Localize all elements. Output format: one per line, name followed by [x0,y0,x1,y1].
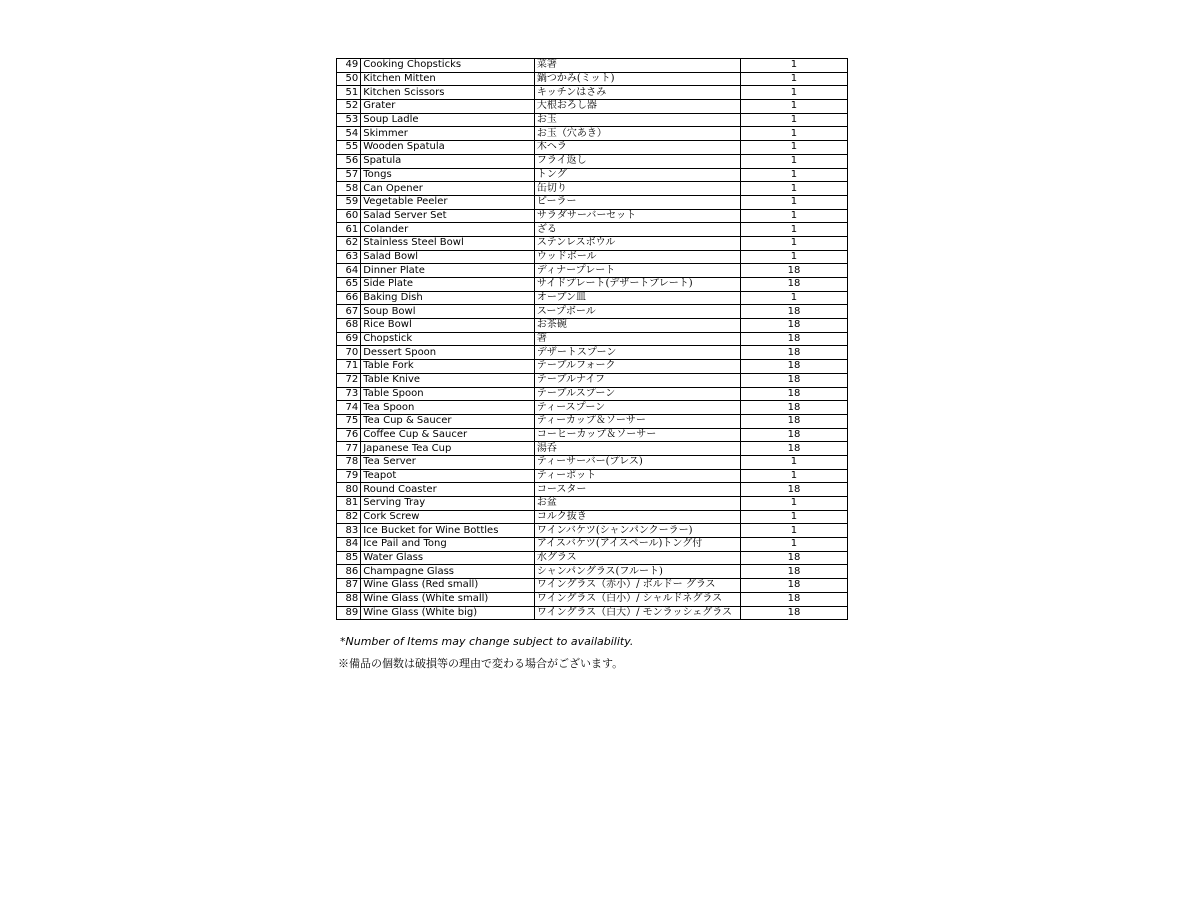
item-name-japanese-cell: ワイングラス（白小）/ シャルドネグラス [534,592,740,606]
item-quantity-cell: 18 [740,442,847,456]
item-number-cell: 59 [337,195,361,209]
item-name-japanese-cell: テーブルナイフ [534,373,740,387]
item-quantity-cell: 1 [740,127,847,141]
item-name-japanese-cell: 大根おろし器 [534,100,740,114]
table-row [337,264,848,278]
item-name-english-cell: Salad Bowl [361,250,535,264]
table-row [337,565,848,579]
item-name-japanese-cell: お茶碗 [534,319,740,333]
item-name-english-cell: Table Knive [361,373,535,387]
item-number-cell: 68 [337,319,361,333]
item-name-japanese-cell: 水グラス [534,551,740,565]
item-name-japanese-cell: アイスバケツ(アイスペール)トング付 [534,538,740,552]
item-name-english-cell: Spatula [361,154,535,168]
table-row [337,551,848,565]
item-quantity-cell: 1 [740,195,847,209]
table-row [337,100,848,114]
item-quantity-cell: 1 [740,469,847,483]
item-number-cell: 57 [337,168,361,182]
item-name-english-cell: Wine Glass (White small) [361,592,535,606]
item-quantity-cell: 18 [740,387,847,401]
table-row [337,428,848,442]
item-name-japanese-cell: テーブルスプーン [534,387,740,401]
item-name-japanese-cell: お玉（穴あき） [534,127,740,141]
item-quantity-cell: 1 [740,538,847,552]
table-row [337,319,848,333]
item-name-japanese-cell: フライ返し [534,154,740,168]
item-number-cell: 61 [337,223,361,237]
table-row [337,332,848,346]
table-row [337,483,848,497]
item-name-english-cell: Cooking Chopsticks [361,59,535,73]
item-name-japanese-cell: ティーポット [534,469,740,483]
item-number-cell: 84 [337,538,361,552]
item-number-cell: 80 [337,483,361,497]
item-number-cell: 77 [337,442,361,456]
item-quantity-cell: 18 [740,373,847,387]
item-name-english-cell: Serving Tray [361,497,535,511]
item-name-japanese-cell: 缶切り [534,182,740,196]
item-name-english-cell: Kitchen Scissors [361,86,535,100]
item-number-cell: 53 [337,113,361,127]
table-row [337,127,848,141]
item-quantity-cell: 1 [740,100,847,114]
item-name-japanese-cell: オーブン皿 [534,291,740,305]
item-name-english-cell: Grater [361,100,535,114]
item-number-cell: 73 [337,387,361,401]
table-row [337,59,848,73]
item-name-japanese-cell: お玉 [534,113,740,127]
item-quantity-cell: 18 [740,414,847,428]
item-quantity-cell: 18 [740,305,847,319]
item-name-japanese-cell: コーヒーカップ＆ソーサー [534,428,740,442]
item-quantity-cell: 1 [740,291,847,305]
item-number-cell: 67 [337,305,361,319]
table-row [337,455,848,469]
item-name-japanese-cell: 木ヘラ [534,141,740,155]
item-name-japanese-cell: 湯呑 [534,442,740,456]
availability-note-japanese: ※備品の個数は破損等の理由で変わる場合がございます。 [338,657,624,670]
item-name-japanese-cell: サイドプレート(デザートプレート) [534,278,740,292]
item-quantity-cell: 18 [740,579,847,593]
item-name-japanese-cell: キッチンはさみ [534,86,740,100]
item-number-cell: 89 [337,606,361,620]
item-name-japanese-cell: ディナープレート [534,264,740,278]
item-name-english-cell: Cork Screw [361,510,535,524]
table-row [337,469,848,483]
table-row [337,538,848,552]
table-row [337,360,848,374]
item-name-japanese-cell: デザートスプーン [534,346,740,360]
item-number-cell: 49 [337,59,361,73]
item-name-english-cell: Dinner Plate [361,264,535,278]
table-row [337,154,848,168]
table-row [337,510,848,524]
item-name-english-cell: Japanese Tea Cup [361,442,535,456]
item-name-japanese-cell: 鍋つかみ(ミット) [534,72,740,86]
item-quantity-cell: 1 [740,59,847,73]
item-quantity-cell: 18 [740,592,847,606]
table-row [337,524,848,538]
item-quantity-cell: 18 [740,401,847,415]
item-name-english-cell: Round Coaster [361,483,535,497]
item-name-japanese-cell: ざる [534,223,740,237]
item-number-cell: 81 [337,497,361,511]
item-name-japanese-cell: ピーラー [534,195,740,209]
item-name-japanese-cell: コースター [534,483,740,497]
item-number-cell: 78 [337,455,361,469]
item-quantity-cell: 18 [740,332,847,346]
item-quantity-cell: 1 [740,182,847,196]
item-number-cell: 75 [337,414,361,428]
item-number-cell: 58 [337,182,361,196]
inventory-table-body [337,59,848,620]
table-row [337,497,848,511]
item-number-cell: 52 [337,100,361,114]
item-name-english-cell: Tongs [361,168,535,182]
table-row [337,236,848,250]
item-name-japanese-cell: 菜箸 [534,59,740,73]
item-name-japanese-cell: お盆 [534,497,740,511]
item-name-english-cell: Teapot [361,469,535,483]
table-row [337,305,848,319]
table-row [337,209,848,223]
item-name-english-cell: Rice Bowl [361,319,535,333]
item-quantity-cell: 1 [740,497,847,511]
item-quantity-cell: 18 [740,565,847,579]
item-name-japanese-cell: シャンパングラス(フルート) [534,565,740,579]
item-name-japanese-cell: サラダサーバーセット [534,209,740,223]
item-number-cell: 64 [337,264,361,278]
table-row [337,195,848,209]
item-number-cell: 76 [337,428,361,442]
table-row [337,414,848,428]
table-row [337,346,848,360]
item-name-english-cell: Chopstick [361,332,535,346]
item-name-english-cell: Side Plate [361,278,535,292]
item-name-japanese-cell: ワインバケツ(シャンパンクーラー) [534,524,740,538]
item-name-english-cell: Dessert Spoon [361,346,535,360]
item-quantity-cell: 1 [740,223,847,237]
item-name-english-cell: Wine Glass (White big) [361,606,535,620]
item-name-english-cell: Baking Dish [361,291,535,305]
item-quantity-cell: 1 [740,455,847,469]
item-name-english-cell: Water Glass [361,551,535,565]
item-number-cell: 74 [337,401,361,415]
item-quantity-cell: 1 [740,168,847,182]
table-row [337,168,848,182]
item-name-japanese-cell: ティーサーバー(プレス) [534,455,740,469]
item-name-english-cell: Soup Ladle [361,113,535,127]
item-name-japanese-cell: ワイングラス（赤小）/ ボルドー グラス [534,579,740,593]
table-row [337,442,848,456]
table-row [337,113,848,127]
item-quantity-cell: 18 [740,278,847,292]
item-name-english-cell: Table Fork [361,360,535,374]
item-quantity-cell: 18 [740,606,847,620]
item-name-english-cell: Skimmer [361,127,535,141]
item-quantity-cell: 18 [740,264,847,278]
item-number-cell: 72 [337,373,361,387]
table-row [337,182,848,196]
item-number-cell: 86 [337,565,361,579]
item-name-japanese-cell: トング [534,168,740,182]
item-name-japanese-cell: テーブルフォーク [534,360,740,374]
item-number-cell: 50 [337,72,361,86]
table-row [337,592,848,606]
item-number-cell: 83 [337,524,361,538]
item-quantity-cell: 18 [740,428,847,442]
table-row [337,223,848,237]
item-quantity-cell: 1 [740,86,847,100]
item-number-cell: 82 [337,510,361,524]
item-quantity-cell: 1 [740,72,847,86]
item-name-japanese-cell: コルク抜き [534,510,740,524]
item-number-cell: 69 [337,332,361,346]
item-number-cell: 55 [337,141,361,155]
item-name-english-cell: Colander [361,223,535,237]
table-row [337,250,848,264]
item-name-japanese-cell: 箸 [534,332,740,346]
item-quantity-cell: 18 [740,483,847,497]
item-name-english-cell: Wooden Spatula [361,141,535,155]
item-quantity-cell: 1 [740,236,847,250]
item-quantity-cell: 18 [740,319,847,333]
item-name-japanese-cell: ティーカップ＆ソーサー [534,414,740,428]
item-number-cell: 85 [337,551,361,565]
item-quantity-cell: 1 [740,209,847,223]
item-name-english-cell: Coffee Cup & Saucer [361,428,535,442]
item-name-english-cell: Soup Bowl [361,305,535,319]
item-quantity-cell: 1 [740,250,847,264]
item-quantity-cell: 1 [740,154,847,168]
item-name-japanese-cell: スープボール [534,305,740,319]
table-row [337,579,848,593]
table-row [337,141,848,155]
item-number-cell: 66 [337,291,361,305]
item-name-english-cell: Tea Spoon [361,401,535,415]
table-row [337,86,848,100]
item-name-english-cell: Ice Bucket for Wine Bottles [361,524,535,538]
table-row [337,278,848,292]
item-name-english-cell: Tea Cup & Saucer [361,414,535,428]
item-number-cell: 71 [337,360,361,374]
table-row [337,387,848,401]
item-quantity-cell: 18 [740,551,847,565]
item-name-english-cell: Table Spoon [361,387,535,401]
item-number-cell: 62 [337,236,361,250]
item-name-english-cell: Wine Glass (Red small) [361,579,535,593]
inventory-table [336,58,848,620]
item-quantity-cell: 1 [740,141,847,155]
availability-note-english: *Number of Items may change subject to availability. [340,635,634,648]
item-number-cell: 88 [337,592,361,606]
item-number-cell: 70 [337,346,361,360]
table-row [337,606,848,620]
item-name-japanese-cell: ステンレスボウル [534,236,740,250]
item-quantity-cell: 1 [740,113,847,127]
item-name-english-cell: Can Opener [361,182,535,196]
item-quantity-cell: 1 [740,524,847,538]
item-number-cell: 65 [337,278,361,292]
item-quantity-cell: 18 [740,360,847,374]
item-name-english-cell: Stainless Steel Bowl [361,236,535,250]
item-name-english-cell: Kitchen Mitten [361,72,535,86]
item-number-cell: 56 [337,154,361,168]
item-number-cell: 54 [337,127,361,141]
table-row [337,373,848,387]
item-name-english-cell: Tea Server [361,455,535,469]
item-name-english-cell: Champagne Glass [361,565,535,579]
item-name-english-cell: Salad Server Set [361,209,535,223]
item-name-english-cell: Ice Pail and Tong [361,538,535,552]
table-row [337,401,848,415]
item-name-japanese-cell: ワイングラス（白大）/ モンラッシェグラス [534,606,740,620]
item-number-cell: 63 [337,250,361,264]
table-row [337,72,848,86]
item-name-english-cell: Vegetable Peeler [361,195,535,209]
item-number-cell: 51 [337,86,361,100]
item-number-cell: 79 [337,469,361,483]
item-name-japanese-cell: ウッドボール [534,250,740,264]
table-row [337,291,848,305]
item-quantity-cell: 18 [740,346,847,360]
item-number-cell: 87 [337,579,361,593]
item-quantity-cell: 1 [740,510,847,524]
item-name-japanese-cell: ティースプーン [534,401,740,415]
item-number-cell: 60 [337,209,361,223]
